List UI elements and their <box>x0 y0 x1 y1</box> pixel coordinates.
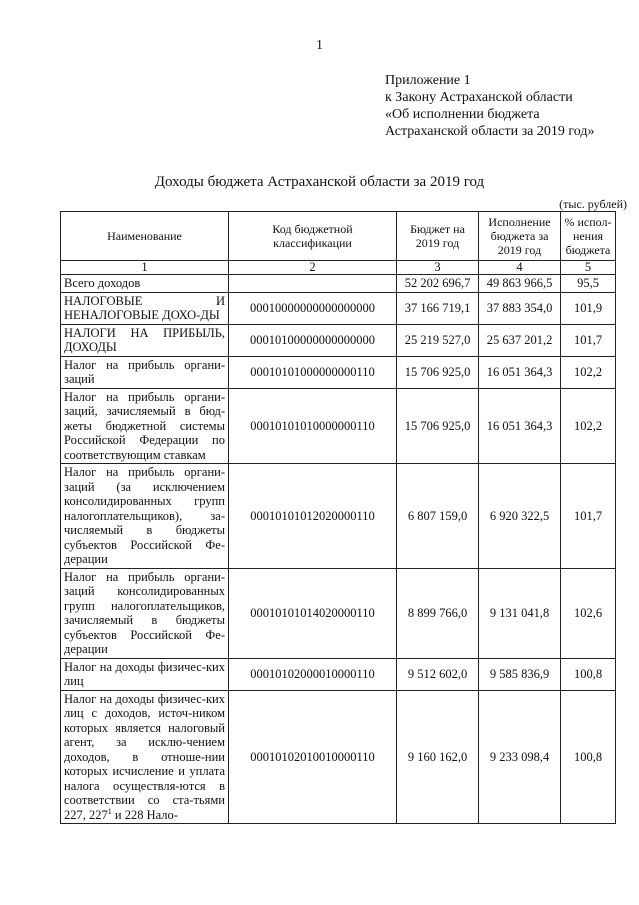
row-execution: 9 131 041,8 <box>479 568 561 658</box>
row-name-article: 227 <box>89 807 108 822</box>
revenue-table <box>60 211 616 824</box>
table-row <box>61 388 616 464</box>
row-name: Всего доходов <box>61 275 229 293</box>
row-code: 00010101014020000110 <box>229 568 397 658</box>
row-execution: 37 883 354,0 <box>479 292 561 324</box>
row-execution: 25 637 201,2 <box>479 324 561 356</box>
row-budget: 37 166 719,1 <box>397 292 479 324</box>
row-percent: 101,7 <box>561 324 616 356</box>
appendix-line-2: к Закону Астраханской области <box>385 90 573 105</box>
units-label: (тыс. рублей) <box>559 197 627 211</box>
column-number: 3 <box>397 261 479 275</box>
row-execution: 9 233 098,4 <box>479 690 561 824</box>
row-code: 00010100000000000000 <box>229 324 397 356</box>
row-budget: 9 512 602,0 <box>397 658 479 690</box>
row-budget: 9 160 162,0 <box>397 690 479 824</box>
row-code: 00010102010010000110 <box>229 690 397 824</box>
row-budget: 8 899 766,0 <box>397 568 479 658</box>
header-name: Наименование <box>61 212 229 261</box>
row-execution: 9 585 836,9 <box>479 658 561 690</box>
header-execution: Исполнение бюджета за 2019 год <box>479 212 561 261</box>
row-name: НАЛОГОВЫЕ И НЕНАЛОГОВЫЕ ДОХО-ДЫ <box>61 292 229 324</box>
table-header-row <box>61 212 616 261</box>
row-code: 00010000000000000000 <box>229 292 397 324</box>
appendix-header <box>385 72 635 140</box>
row-percent: 102,2 <box>561 356 616 388</box>
row-name: Налог на прибыль органи-заций (за исключением консолидированных групп налогоплательщиков), за-числяемый в бюджеты субъектов Российской Фе-дерации <box>61 464 229 569</box>
row-code: 00010101000000000110 <box>229 356 397 388</box>
row-name: Налог на прибыль органи-заций <box>61 356 229 388</box>
row-percent: 102,6 <box>561 568 616 658</box>
appendix-line-4: Астраханской области за 2019 год» <box>385 124 595 139</box>
table-row <box>61 275 616 293</box>
row-budget: 25 219 527,0 <box>397 324 479 356</box>
row-percent: 101,9 <box>561 292 616 324</box>
table-row <box>61 464 616 569</box>
row-name <box>61 690 229 824</box>
superscript-mark: 1 <box>107 806 112 816</box>
row-execution: 16 051 364,3 <box>479 356 561 388</box>
row-code: 00010102000010000110 <box>229 658 397 690</box>
row-name: НАЛОГИ НА ПРИБЫЛЬ, ДОХОДЫ <box>61 324 229 356</box>
row-code <box>229 275 397 293</box>
column-number: 2 <box>229 261 397 275</box>
row-name: Налог на доходы физичес-ких лиц <box>61 658 229 690</box>
table-row <box>61 292 616 324</box>
row-percent: 102,2 <box>561 388 616 464</box>
column-number: 1 <box>61 261 229 275</box>
column-numbers-row <box>61 261 616 275</box>
table-row <box>61 568 616 658</box>
header-percent: % испол-нения бюджета <box>561 212 616 261</box>
row-percent: 95,5 <box>561 275 616 293</box>
row-budget: 15 706 925,0 <box>397 388 479 464</box>
row-percent: 100,8 <box>561 690 616 824</box>
row-percent: 100,8 <box>561 658 616 690</box>
row-execution: 49 863 966,5 <box>479 275 561 293</box>
column-number: 5 <box>561 261 616 275</box>
header-code: Код бюджетной классификации <box>229 212 397 261</box>
row-name-text: Налог на доходы физичес-ких лиц с доходов, источ-ником которых является налоговый агент, за исклю-чением доходов, в отноше-нии которых исчисление и уплата налога осуществля-ются в соответствии со ста-тьями 227, <box>64 691 225 822</box>
document-title: Доходы бюджета Астраханской области за 2019 год <box>154 174 485 190</box>
column-number: 4 <box>479 261 561 275</box>
header-budget: Бюджет на 2019 год <box>397 212 479 261</box>
row-budget: 15 706 925,0 <box>397 356 479 388</box>
table-row <box>61 324 616 356</box>
row-name-tail: и 228 Нало- <box>114 807 178 822</box>
row-budget: 6 807 159,0 <box>397 464 479 569</box>
row-budget: 52 202 696,7 <box>397 275 479 293</box>
table-row <box>61 356 616 388</box>
appendix-line-3: «Об исполнении бюджета <box>385 107 540 122</box>
table-row <box>61 658 616 690</box>
appendix-line-1: Приложение 1 <box>385 73 471 88</box>
row-code: 00010101010000000110 <box>229 388 397 464</box>
row-name: Налог на прибыль органи-заций, зачисляемый в бюд-жеты бюджетной системы Российской Федерации по соответствующим ставкам <box>61 388 229 464</box>
row-code: 00010101012020000110 <box>229 464 397 569</box>
table-row <box>61 690 616 824</box>
row-execution: 16 051 364,3 <box>479 388 561 464</box>
row-percent: 101,7 <box>561 464 616 569</box>
row-name: Налог на прибыль органи-заций консолидированных групп налогоплательщиков, зачисляемый в бюджеты субъектов Российской Фе-дерации <box>61 568 229 658</box>
page-number: 1 <box>316 38 323 53</box>
row-execution: 6 920 322,5 <box>479 464 561 569</box>
